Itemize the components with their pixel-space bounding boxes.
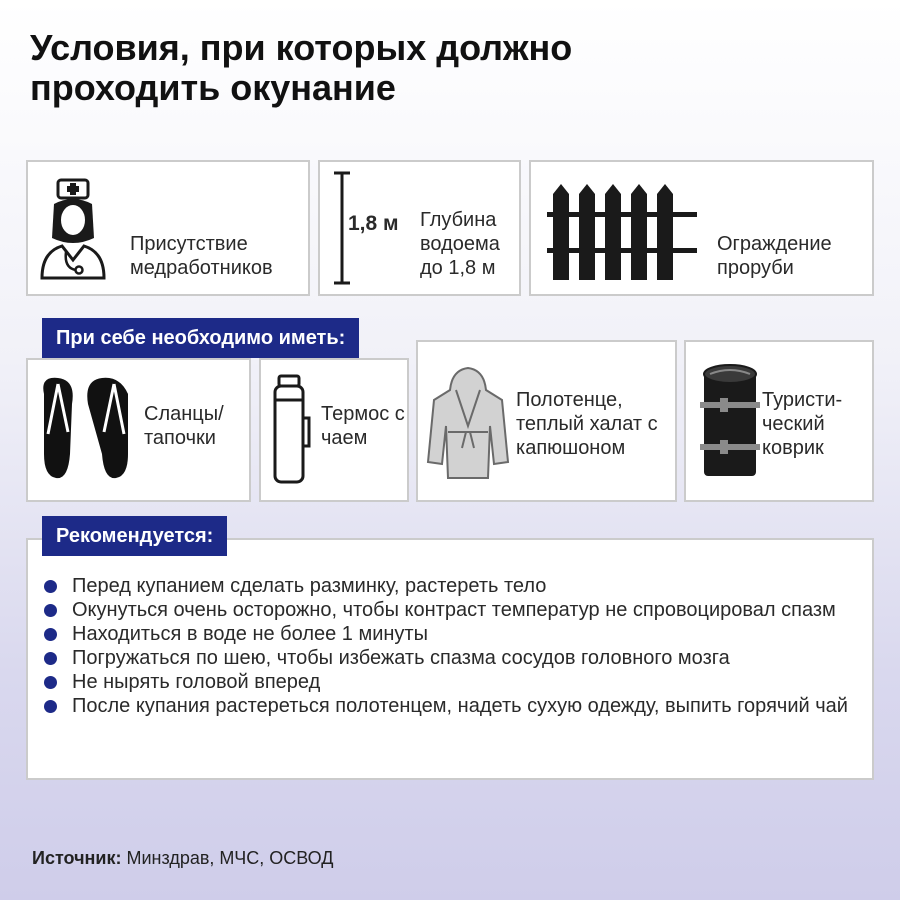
bullet-icon [44,628,57,641]
condition-text: Присутствие медработников [130,233,273,279]
item-text: Туристи-ческий коврик [762,389,843,459]
rolled-mat-icon [698,364,762,482]
item-card-robe [416,340,677,502]
bullet-icon [44,676,57,689]
bullet-icon [44,700,57,713]
bullet-icon [44,652,57,665]
item-text: Термос с чаем [321,403,405,449]
depth-measure: 1,8 м [348,212,399,235]
flip-flops-icon [36,374,136,484]
recommended-heading: Рекомендуется: [42,516,227,556]
condition-card-fence [529,160,874,296]
list-item: После купания растереться полотенцем, надеть сухую одежду, выпить горячий чай [44,694,874,718]
condition-card-depth [318,160,521,296]
source-note [32,848,333,869]
list-item: Погружаться по шею, чтобы избежать спазма сосудов головного мозга [44,646,874,670]
list-item: Находиться в воде не более 1 минуты [44,622,874,646]
list-item: Окунуться очень осторожно, чтобы контраст температур не спровоцировал спазм [44,598,874,622]
item-text: Полотенце, теплый халат с капюшоном [516,389,658,459]
condition-card-medics [26,160,310,296]
bathrobe-icon [426,366,510,482]
list-item: Не нырять головой вперед [44,670,874,694]
fence-icon [547,182,697,282]
nurse-icon [38,174,108,284]
item-card-slippers [26,358,251,502]
thermos-icon [269,374,313,484]
recommendations-list [44,574,874,718]
source-text: Минздрав, МЧС, ОСВОД [121,848,334,868]
condition-text: Глубина водоема до 1,8 м [420,209,500,279]
item-card-mat [684,340,874,502]
list-item: Перед купанием сделать разминку, растереть тело [44,574,874,598]
source-label: Источник: [32,848,122,868]
page-title: Условия, при которых должно проходить окунание [30,27,573,108]
condition-text: Ограждение проруби [717,233,832,279]
item-card-thermos [259,358,409,502]
required-heading: При себе необходимо иметь: [42,318,359,358]
bullet-icon [44,604,57,617]
item-text: Сланцы/ тапочки [144,403,224,449]
bullet-icon [44,580,57,593]
